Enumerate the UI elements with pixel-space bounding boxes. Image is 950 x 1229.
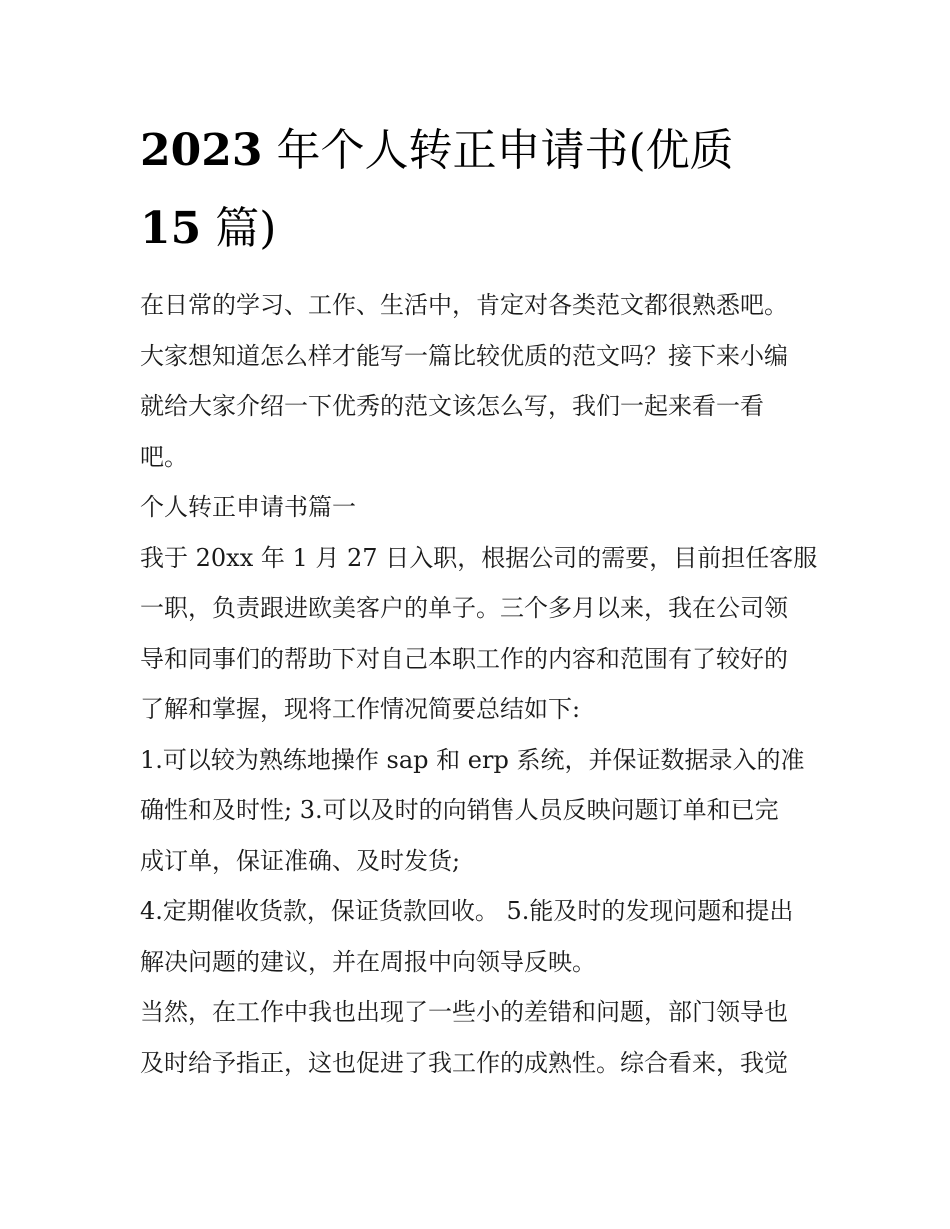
list-item-line: 成订单，保证准确、及时发货;: [140, 846, 461, 875]
paragraph-line: 及时给予指正，这也促进了我工作的成熟性。综合看来，我觉: [140, 1048, 788, 1077]
intro-line: 吧。: [140, 442, 188, 471]
list-item-line: 1.可以较为熟练地操作 sap 和 erp 系统，并保证数据录入的准: [140, 745, 805, 774]
title-line-2: [140, 203, 276, 254]
paragraph-line: 当然，在工作中我也出现了一些小的差错和问题，部门领导也: [140, 998, 788, 1026]
intro-line: 大家想知道怎么样才能写一篇比较优质的范文吗？接下来小编: [140, 341, 788, 370]
paragraph-line: 导和同事们的帮助下对自己本职工作的内容和范围有了较好的: [140, 644, 788, 673]
paragraph-line: 我于 20xx 年 1 月 27 日入职，根据公司的需要，目前担任客服: [140, 543, 818, 572]
title-text-1: 年个人转正申请书(优质: [276, 125, 734, 176]
title-year: 2023: [140, 125, 263, 176]
document-title: [140, 112, 820, 268]
title-text-2: 篇): [215, 203, 277, 254]
list-item-line: 确性和及时性; 3.可以及时的向销售人员反映问题订单和已完: [140, 796, 779, 824]
title-count: 15: [140, 203, 202, 254]
intro-line: 就给大家介绍一下优秀的范文该怎么写，我们一起来看一看: [140, 392, 764, 420]
document-body: [140, 280, 820, 1088]
title-line-1: [140, 125, 734, 176]
paragraph-line: 一职，负责跟进欧美客户的单子。三个多月以来，我在公司领: [140, 594, 788, 622]
paragraph-line: 了解和掌握，现将工作情况简要总结如下:: [140, 695, 581, 723]
list-item-line: 4.定期催收货款，保证货款回收。 5.能及时的发现问题和提出: [140, 897, 794, 925]
intro-line: 在日常的学习、工作、生活中，肯定对各类范文都很熟悉吧。: [140, 291, 788, 319]
list-item-line: 解决问题的建议，并在周报中向领导反映。: [140, 947, 596, 976]
section-heading: 个人转正申请书篇一: [140, 493, 356, 521]
